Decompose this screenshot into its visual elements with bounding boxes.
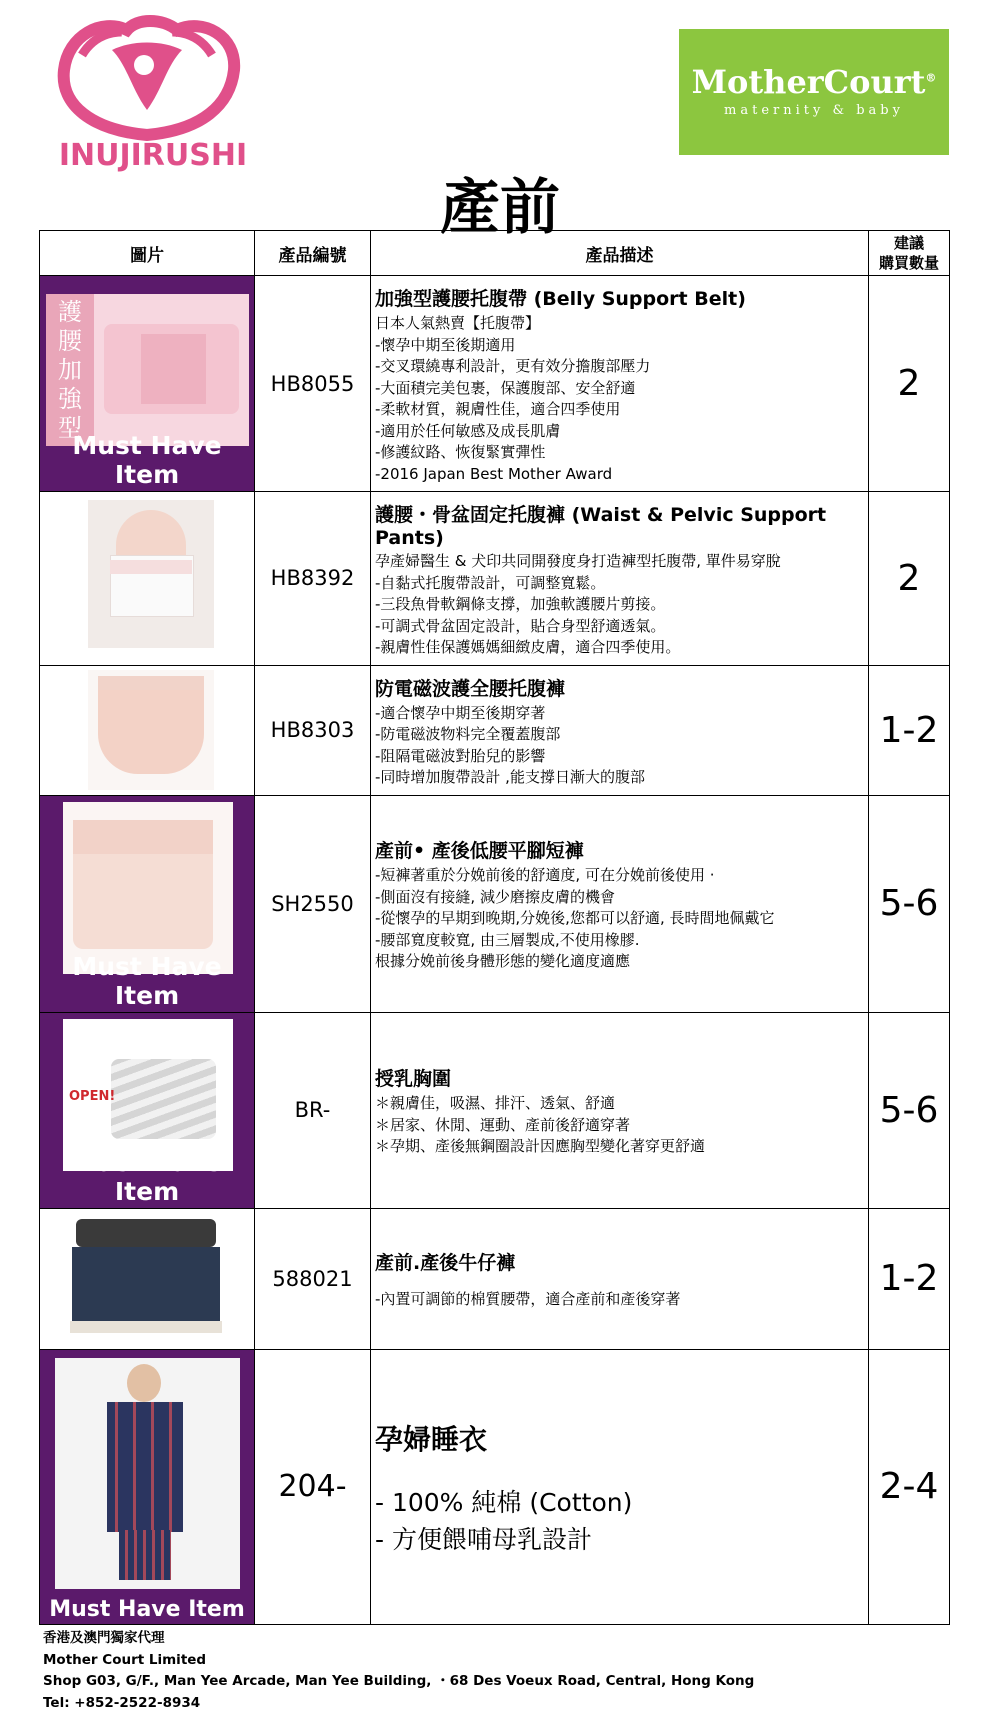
- table-row: [40, 795, 950, 1012]
- product-title: 產前.產後牛仔褲: [375, 1252, 516, 1275]
- product-description: [371, 1349, 869, 1624]
- desc-line: ＊親膚佳，吸濕、排汗、透氣、舒適: [375, 1094, 616, 1113]
- header-quantity-line2: 購買數量: [878, 254, 939, 272]
- denim-cuff: [70, 1321, 222, 1333]
- desc-line: -短褲著重於分娩前後的舒適度, 可在分娩前後使用 ·: [375, 866, 715, 885]
- table-row: [40, 1012, 950, 1208]
- product-title: 孕婦睡衣: [375, 1422, 488, 1456]
- dog-logo-icon: [52, 10, 242, 145]
- header-description: 產品描述: [371, 231, 869, 276]
- desc-line: -2016 Japan Best Mother Award: [375, 464, 613, 483]
- side-char: 型: [58, 414, 82, 442]
- desc-line: 日本人氣熱賣【托腹帶】: [375, 314, 541, 332]
- desc-line: -自黏式托腹帶設計，可調整寬鬆。: [375, 573, 606, 592]
- product-description: [371, 795, 869, 1012]
- product-image-cell: [40, 276, 255, 492]
- must-have-label: Must Have Item: [72, 431, 222, 489]
- product-code: HB8392: [255, 492, 371, 666]
- desc-line: 孕產婦醫生 & 犬印共同開發度身打造褲型托腹帶, 單件易穿脫: [375, 552, 781, 570]
- product-image-cell: [40, 1012, 255, 1208]
- desc-line: -修護紋路、恢復緊實彈性: [375, 443, 546, 461]
- footer-address: Shop G03, G/F., Man Yee Arcade, Man Yee Building, ・68 Des Voeux Road, Central, Hong Kong: [43, 1673, 755, 1689]
- lace-band: [98, 676, 204, 690]
- product-code: HB8055: [255, 276, 371, 492]
- product-image-cell: [40, 795, 255, 1012]
- desc-line: -大面積完美包裹，保護腹部、安全舒適: [375, 378, 636, 397]
- product-description: [371, 1012, 869, 1208]
- side-char: 腰: [58, 327, 82, 355]
- header-quantity: [869, 231, 950, 276]
- product-description: [371, 492, 869, 666]
- product-title: 加強型護腰托腹帶 (Belly Support Belt): [375, 288, 746, 310]
- product-quantity: 5-6: [869, 1012, 950, 1208]
- product-title: 產前• 產後低腰平腳短褲: [375, 840, 584, 863]
- pajama-top: [107, 1402, 183, 1532]
- desc-line: 根據分娩前後身體形態的變化適度適應: [375, 952, 631, 971]
- product-image-cell: [40, 492, 255, 666]
- side-char: 加: [58, 356, 82, 384]
- page-title: 產前: [440, 173, 560, 243]
- footer-phone: Tel: +852-2522-8934: [43, 1694, 201, 1711]
- desc-line: -適合懷孕中期至後期穿著: [375, 703, 546, 722]
- pajama-pants: [119, 1530, 171, 1580]
- must-have-label: Must Have Item: [72, 1147, 222, 1206]
- shorts-body: [73, 854, 213, 949]
- desc-line: -同時增加腹帶設計 ,能支撐日漸大的腹部: [375, 768, 645, 786]
- mothercourt-tagline: maternity & baby: [724, 103, 904, 118]
- desc-line: -內置可調節的棉質腰帶，適合產前和產後穿著: [375, 1290, 681, 1309]
- open-badge: OPEN!: [69, 1088, 116, 1104]
- header-image: 圖片: [40, 231, 255, 276]
- must-have-label: Must Have Item: [49, 1596, 245, 1622]
- product-image-cell: [40, 1349, 255, 1624]
- desc-line: ＊居家、休閒、運動、產前後舒適穿著: [375, 1115, 631, 1134]
- desc-line: -親膚性佳保護媽媽細緻皮膚，適合四季使用。: [375, 638, 681, 656]
- mothercourt-logo: [679, 29, 949, 155]
- product-description: [371, 276, 869, 492]
- product-quantity: 5-6: [869, 795, 950, 1012]
- belly-belt-photo: [46, 294, 249, 446]
- table-row: [40, 1208, 950, 1349]
- denim-shorts-photo: [68, 1217, 224, 1341]
- desc-line: ＊孕期、產後無鋼圈設計因應胸型變化著穿更舒適: [375, 1137, 706, 1156]
- product-quantity: 1-2: [869, 665, 950, 795]
- side-char: 護: [58, 298, 82, 326]
- belt-panel: [141, 334, 206, 404]
- desc-line: -適用於任何敏感及成長肌膚: [375, 421, 561, 440]
- inujirushi-wordmark: INUJIRUSHI: [58, 138, 248, 173]
- table-row: [40, 1349, 950, 1624]
- desc-line: -防電磁波物料完全覆蓋腹部: [375, 725, 561, 743]
- pajamas-photo: [55, 1358, 240, 1589]
- side-char: 強: [58, 385, 82, 413]
- must-have-label: Must Have Item: [72, 951, 222, 1010]
- product-quantity: 2: [869, 492, 950, 666]
- table-header-row: [40, 231, 950, 276]
- product-image-cell: [40, 665, 255, 795]
- desc-line: -腰部寬度較寬, 由三層製成,不使用橡膠.: [375, 930, 640, 949]
- table-row: [40, 665, 950, 795]
- product-code: SH2550: [255, 795, 371, 1012]
- denim-waist: [76, 1219, 216, 1247]
- desc-line: -阻隔電磁波對胎兒的影響: [375, 746, 546, 765]
- footer-contact: [43, 1628, 754, 1714]
- product-code: BR-: [255, 1012, 371, 1208]
- desc-line: -三段魚骨軟鋼條支撐，加強軟護腰片剪接。: [375, 595, 666, 613]
- header-code: 產品編號: [255, 231, 371, 276]
- table-row: [40, 492, 950, 666]
- shorts-photo: [63, 802, 233, 974]
- emf-pants-photo: [88, 670, 214, 790]
- desc-line: -可調式骨盆固定設計，貼合身型舒適透氣。: [375, 616, 666, 635]
- bra-shape: [111, 1059, 216, 1139]
- product-code: 204-: [255, 1349, 371, 1624]
- table-row: [40, 276, 950, 492]
- pants-body: [98, 690, 204, 774]
- product-description: [371, 1208, 869, 1349]
- side-label-text: [52, 298, 88, 443]
- product-quantity: 1-2: [869, 1208, 950, 1349]
- product-image-cell: [40, 1208, 255, 1349]
- product-quantity: 2-4: [869, 1349, 950, 1624]
- denim-body: [72, 1247, 220, 1323]
- desc-line: - 100% 純棉 (Cotton): [375, 1487, 633, 1517]
- footer-company: Mother Court Limited: [43, 1651, 207, 1668]
- header-quantity-line1: 建議: [893, 234, 924, 252]
- desc-line: -懷孕中期至後期適用: [375, 335, 516, 354]
- desc-line: -柔軟材質，親膚性佳，適合四季使用: [375, 400, 621, 418]
- shorts-waist: [73, 820, 213, 854]
- desc-line: -從懷孕的早期到晚期,分娩後,您都可以舒適, 長時間地佩戴它: [375, 909, 775, 928]
- product-description: [371, 665, 869, 795]
- product-code: 588021: [255, 1208, 371, 1349]
- desc-line: -交叉環繞專利設計，更有效分擔腹部壓力: [375, 357, 651, 375]
- product-table: [39, 230, 950, 1625]
- footer-agent: 香港及澳門獨家代理: [43, 1630, 165, 1646]
- desc-line: -側面沒有接縫, 減少磨擦皮膚的機會: [375, 887, 615, 906]
- product-title: 防電磁波護全腰托腹褲: [375, 677, 566, 700]
- desc-line: - 方便餵哺母乳設計: [375, 1524, 592, 1554]
- product-title: 護腰・骨盆固定托腹褲 (Waist & Pelvic Support Pants): [375, 504, 827, 549]
- product-title: 授乳胸圍: [375, 1068, 452, 1091]
- mothercourt-wordmark: MotherCourt®: [691, 63, 937, 101]
- model-head: [127, 1364, 161, 1402]
- product-code: HB8303: [255, 665, 371, 795]
- pants-band: [110, 560, 192, 574]
- product-quantity: 2: [869, 276, 950, 492]
- pelvic-pants-photo: [88, 500, 214, 648]
